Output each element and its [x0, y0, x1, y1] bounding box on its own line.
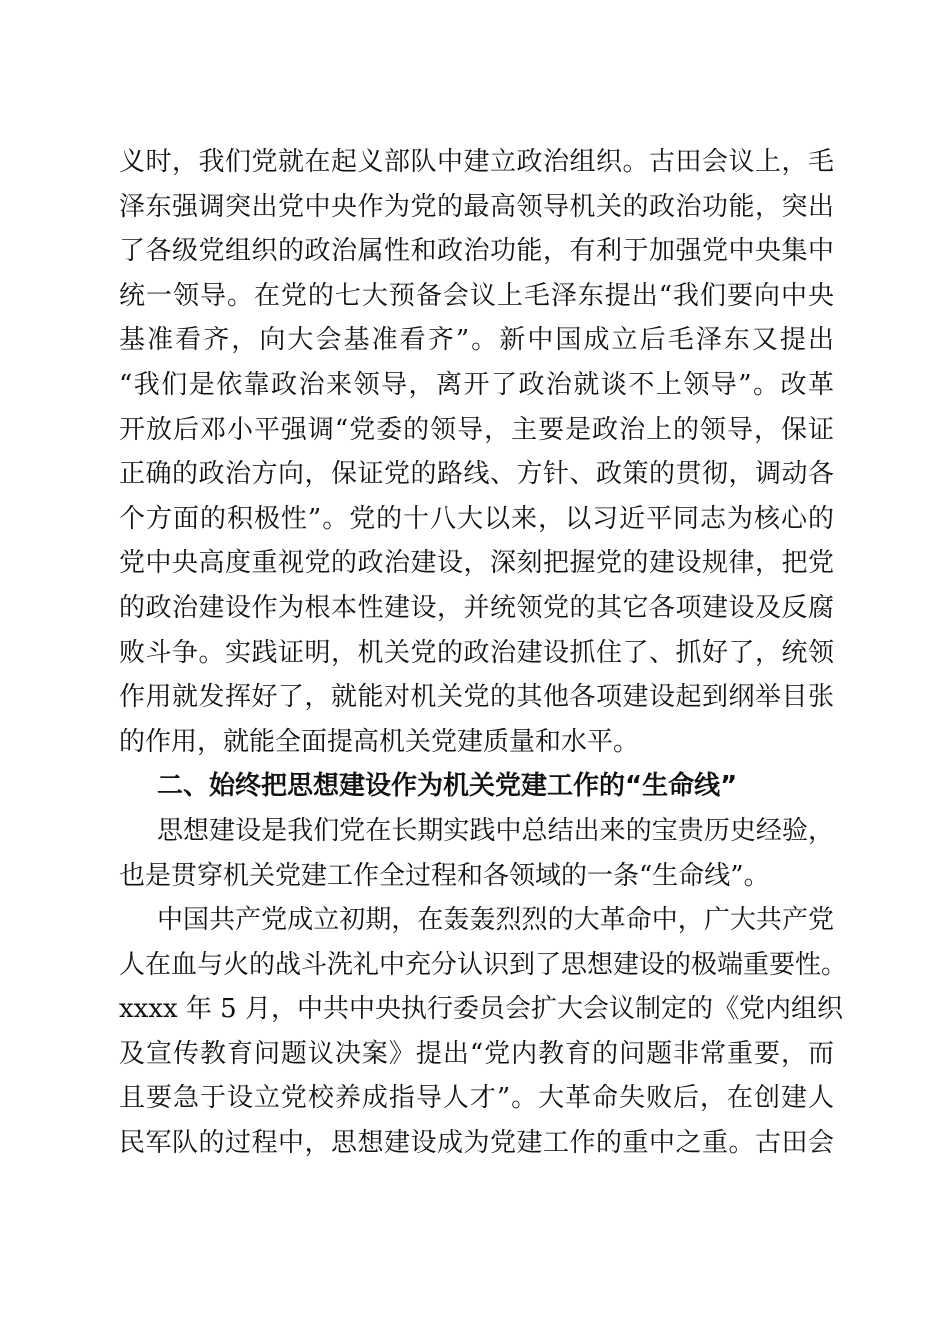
- paragraph-line: 的作用，就能全面提高机关党建质量和水平。: [119, 726, 640, 757]
- paragraph-line: 正确的政治方向，保证党的路线、方针、政策的贯彻，调动各: [119, 459, 834, 490]
- paragraph-line: 开放后邓小平强调“党委的领导，主要是政治上的领导，保证: [119, 414, 834, 445]
- body-text: [119, 140, 848, 1166]
- paragraph-line: 思想建设是我们党在长期实践中总结出来的宝贵历史经验，: [157, 815, 834, 846]
- section-heading: 二、始终把思想建设作为机关党建工作的“生命线”: [157, 771, 738, 802]
- paragraph-line: 基准看齐，向大会基准看齐”。新中国成立后毛泽东又提出: [119, 325, 834, 356]
- paragraph-line: 义时，我们党就在起义部队中建立政治组织。古田会议上，毛: [119, 147, 834, 177]
- paragraph-line: xxxx 年 5 月，中共中央执行委员会扩大会议制定的《党内组织: [119, 994, 843, 1025]
- paragraph-line: 了各级党组织的政治属性和政治功能，有利于加强党中央集中: [119, 236, 834, 267]
- paragraph-line: 且要急于设立党校养成指导人才”。大革命失败后，在创建人: [119, 1083, 834, 1114]
- paragraph-line: 个方面的积极性”。党的十八大以来，以习近平同志为核心的: [119, 503, 834, 534]
- paragraph-line: 也是贯穿机关党建工作全过程和各领域的一条“生命线”。: [119, 860, 770, 891]
- paragraph-line: 作用就发挥好了，就能对机关党的其他各项建设起到纲举目张: [119, 682, 834, 713]
- paragraph-line: 的政治建设作为根本性建设，并统领党的其它各项建设及反腐: [119, 592, 834, 623]
- paragraph-line: 党中央高度重视党的政治建设，深刻把握党的建设规律，把党: [119, 548, 834, 579]
- paragraph-line: “我们是依靠政治来领导，离开了政治就谈不上领导”。改革: [119, 369, 834, 400]
- paragraph-line: 败斗争。实践证明，机关党的政治建设抓住了、抓好了，统领: [119, 637, 834, 668]
- paragraph-line: 泽东强调突出党中央作为党的最高领导机关的政治功能，突出: [119, 191, 834, 222]
- paragraph-line: 及宣传教育问题议决案》提出“党内教育的问题非常重要，而: [119, 1038, 834, 1069]
- paragraph-line: 统一领导。在党的七大预备会议上毛泽东提出“我们要向中央: [119, 280, 834, 311]
- paragraph-line: 民军队的过程中，思想建设成为党建工作的重中之重。古田会: [119, 1128, 834, 1159]
- paragraph-line: 人在血与火的战斗洗礼中充分认识到了思想建设的极端重要性。: [119, 949, 848, 980]
- paragraph-line: 中国共产党成立初期，在轰轰烈烈的大革命中，广大共产党: [157, 905, 834, 936]
